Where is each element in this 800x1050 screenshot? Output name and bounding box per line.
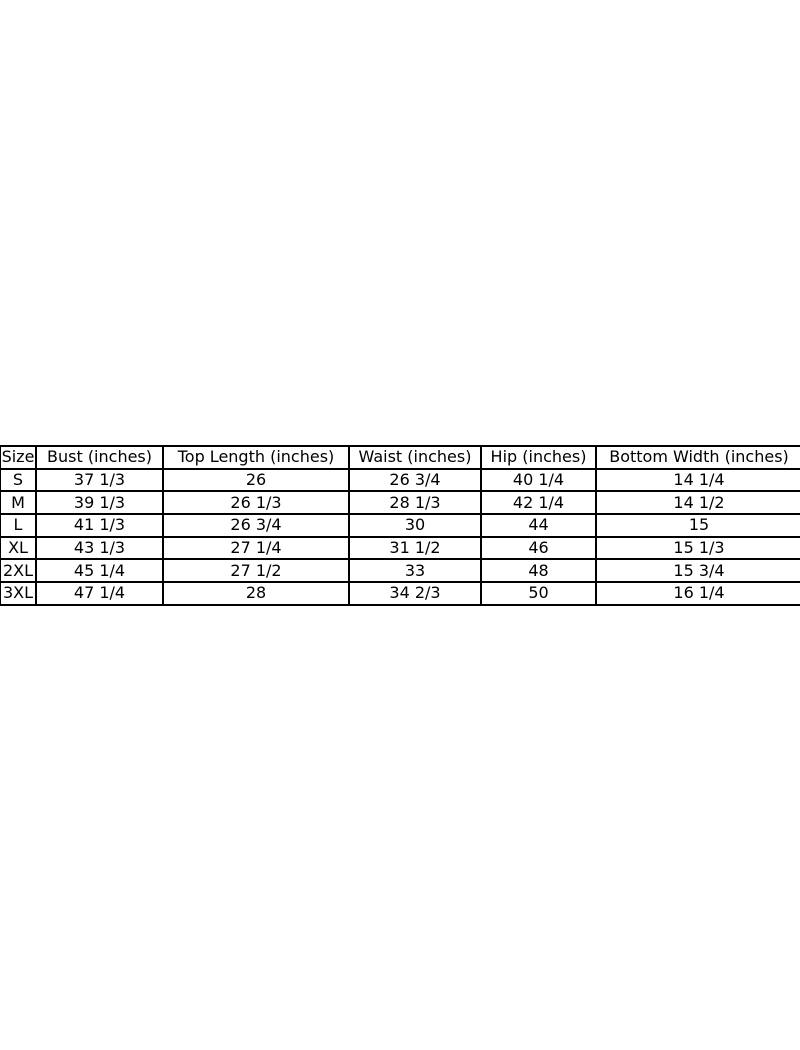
size-label-cell: S [0,469,36,492]
column-header: Waist (inches) [349,446,481,469]
measurement-cell: 14 1/2 [596,491,800,514]
header-row [0,446,800,469]
measurement-cell: 42 1/4 [481,491,596,514]
measurement-cell: 16 1/4 [596,582,800,605]
measurement-cell: 33 [349,559,481,582]
measurement-cell: 15 1/3 [596,537,800,560]
measurement-cell: 48 [481,559,596,582]
column-header: Bust (inches) [36,446,163,469]
measurement-cell: 46 [481,537,596,560]
column-header: Bottom Width (inches) [596,446,800,469]
measurement-cell: 43 1/3 [36,537,163,560]
measurement-cell: 26 3/4 [349,469,481,492]
measurement-cell: 37 1/3 [36,469,163,492]
size-label-cell: M [0,491,36,514]
measurement-cell: 26 [163,469,349,492]
measurement-cell: 47 1/4 [36,582,163,605]
measurement-cell: 39 1/3 [36,491,163,514]
table-row [0,559,800,582]
table-row [0,537,800,560]
column-header: Size [0,446,36,469]
column-header: Top Length (inches) [163,446,349,469]
size-label-cell: XL [0,537,36,560]
table-body [0,469,800,605]
table-row [0,469,800,492]
measurement-cell: 15 3/4 [596,559,800,582]
measurement-cell: 30 [349,514,481,537]
measurement-cell: 50 [481,582,596,605]
measurement-cell: 40 1/4 [481,469,596,492]
measurement-cell: 27 1/2 [163,559,349,582]
size-label-cell: L [0,514,36,537]
measurement-cell: 14 1/4 [596,469,800,492]
column-header: Hip (inches) [481,446,596,469]
table-row [0,582,800,605]
measurement-cell: 45 1/4 [36,559,163,582]
measurement-cell: 27 1/4 [163,537,349,560]
table-row [0,514,800,537]
measurement-cell: 44 [481,514,596,537]
measurement-cell: 15 [596,514,800,537]
table-row [0,491,800,514]
size-chart [0,445,800,606]
size-label-cell: 2XL [0,559,36,582]
size-chart-table [0,445,800,606]
measurement-cell: 41 1/3 [36,514,163,537]
measurement-cell: 26 3/4 [163,514,349,537]
measurement-cell: 31 1/2 [349,537,481,560]
measurement-cell: 26 1/3 [163,491,349,514]
measurement-cell: 28 1/3 [349,491,481,514]
measurement-cell: 28 [163,582,349,605]
measurement-cell: 34 2/3 [349,582,481,605]
size-label-cell: 3XL [0,582,36,605]
